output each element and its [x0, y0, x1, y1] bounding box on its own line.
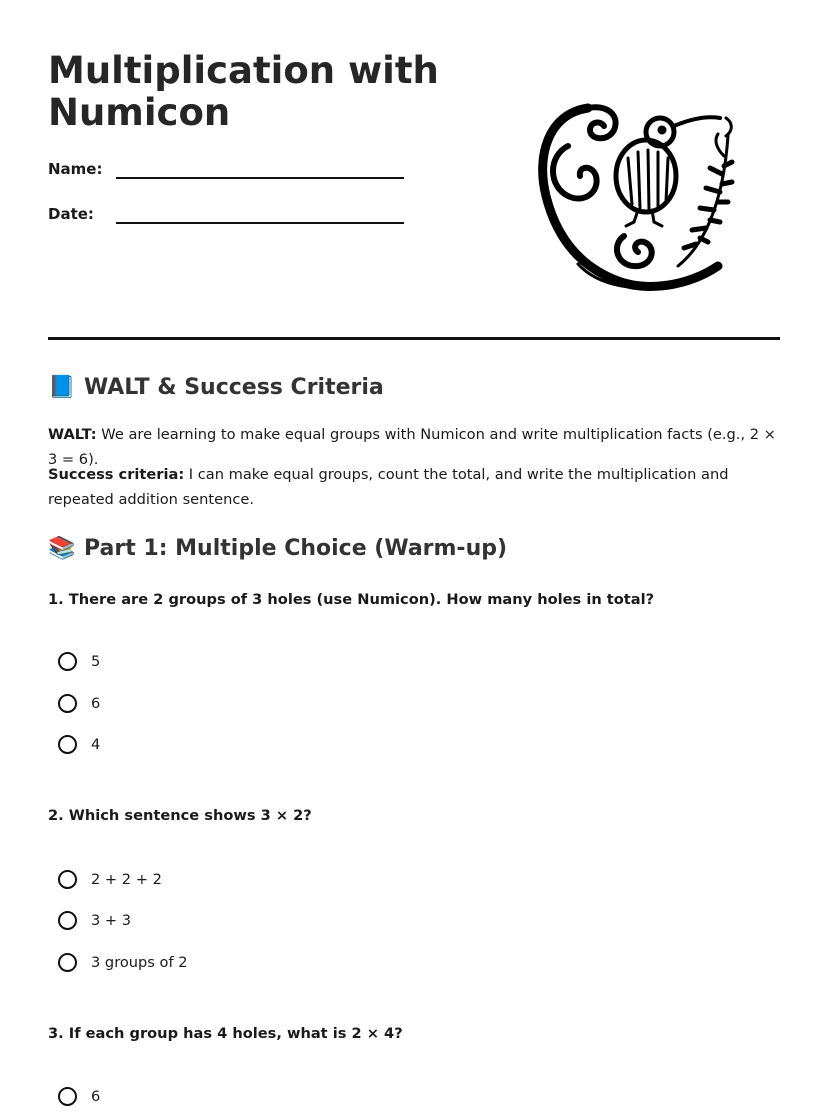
kiwi-bird-fern-illustration: [528, 96, 752, 296]
radio-button[interactable]: [58, 1087, 77, 1106]
success-text: I can make equal groups, count the total, and write the multiplication and repeated addition sentence.: [48, 466, 729, 508]
q2-option-3[interactable]: [58, 953, 188, 972]
option-label: 6: [91, 1088, 101, 1105]
radio-button[interactable]: [58, 652, 77, 671]
books-icon: 📚: [48, 536, 76, 561]
q2-option-1[interactable]: [58, 870, 162, 889]
date-label: Date:: [48, 205, 94, 223]
option-label: 3 + 3: [91, 912, 132, 929]
question-2: 2. Which sentence shows 3 × 2?: [48, 807, 312, 824]
question-3: 3. If each group has 4 holes, what is 2 × 4?: [48, 1025, 403, 1042]
option-label: 6: [91, 695, 101, 712]
radio-button[interactable]: [58, 694, 77, 713]
option-label: 4: [91, 736, 101, 753]
date-field[interactable]: [48, 205, 94, 223]
q1-option-2[interactable]: [58, 694, 100, 713]
radio-button[interactable]: [58, 735, 77, 754]
walt-heading-text: WALT & Success Criteria: [84, 375, 384, 400]
header-divider: [48, 337, 780, 340]
q1-option-3[interactable]: [58, 735, 100, 754]
option-label: 5: [91, 653, 101, 670]
success-label: Success criteria:: [48, 466, 185, 483]
page-title: Multiplication with Numicon: [48, 49, 439, 134]
option-label: 2 + 2 + 2: [91, 871, 162, 888]
blue-book-icon: 📘: [48, 375, 76, 400]
radio-button[interactable]: [58, 870, 77, 889]
part1-heading-text: Part 1: Multiple Choice (Warm-up): [84, 536, 508, 561]
date-line[interactable]: [116, 222, 404, 224]
name-line[interactable]: [116, 177, 404, 179]
option-label: 3 groups of 2: [91, 954, 188, 971]
q1-option-1[interactable]: [58, 652, 100, 671]
radio-button[interactable]: [58, 953, 77, 972]
q2-option-2[interactable]: [58, 911, 131, 930]
q3-option-1[interactable]: [58, 1087, 100, 1106]
walt-label: WALT:: [48, 426, 97, 443]
radio-button[interactable]: [58, 911, 77, 930]
name-label: Name:: [48, 160, 103, 178]
question-1: 1. There are 2 groups of 3 holes (use Numicon). How many holes in total?: [48, 591, 655, 608]
part1-heading: [48, 536, 507, 561]
name-field[interactable]: [48, 160, 102, 178]
walt-text: We are learning to make equal groups with Numicon and write multiplication facts (e.g., 2 × 3 = 6).: [48, 426, 776, 468]
success-criteria-paragraph: [48, 462, 783, 512]
walt-heading: [48, 375, 384, 400]
